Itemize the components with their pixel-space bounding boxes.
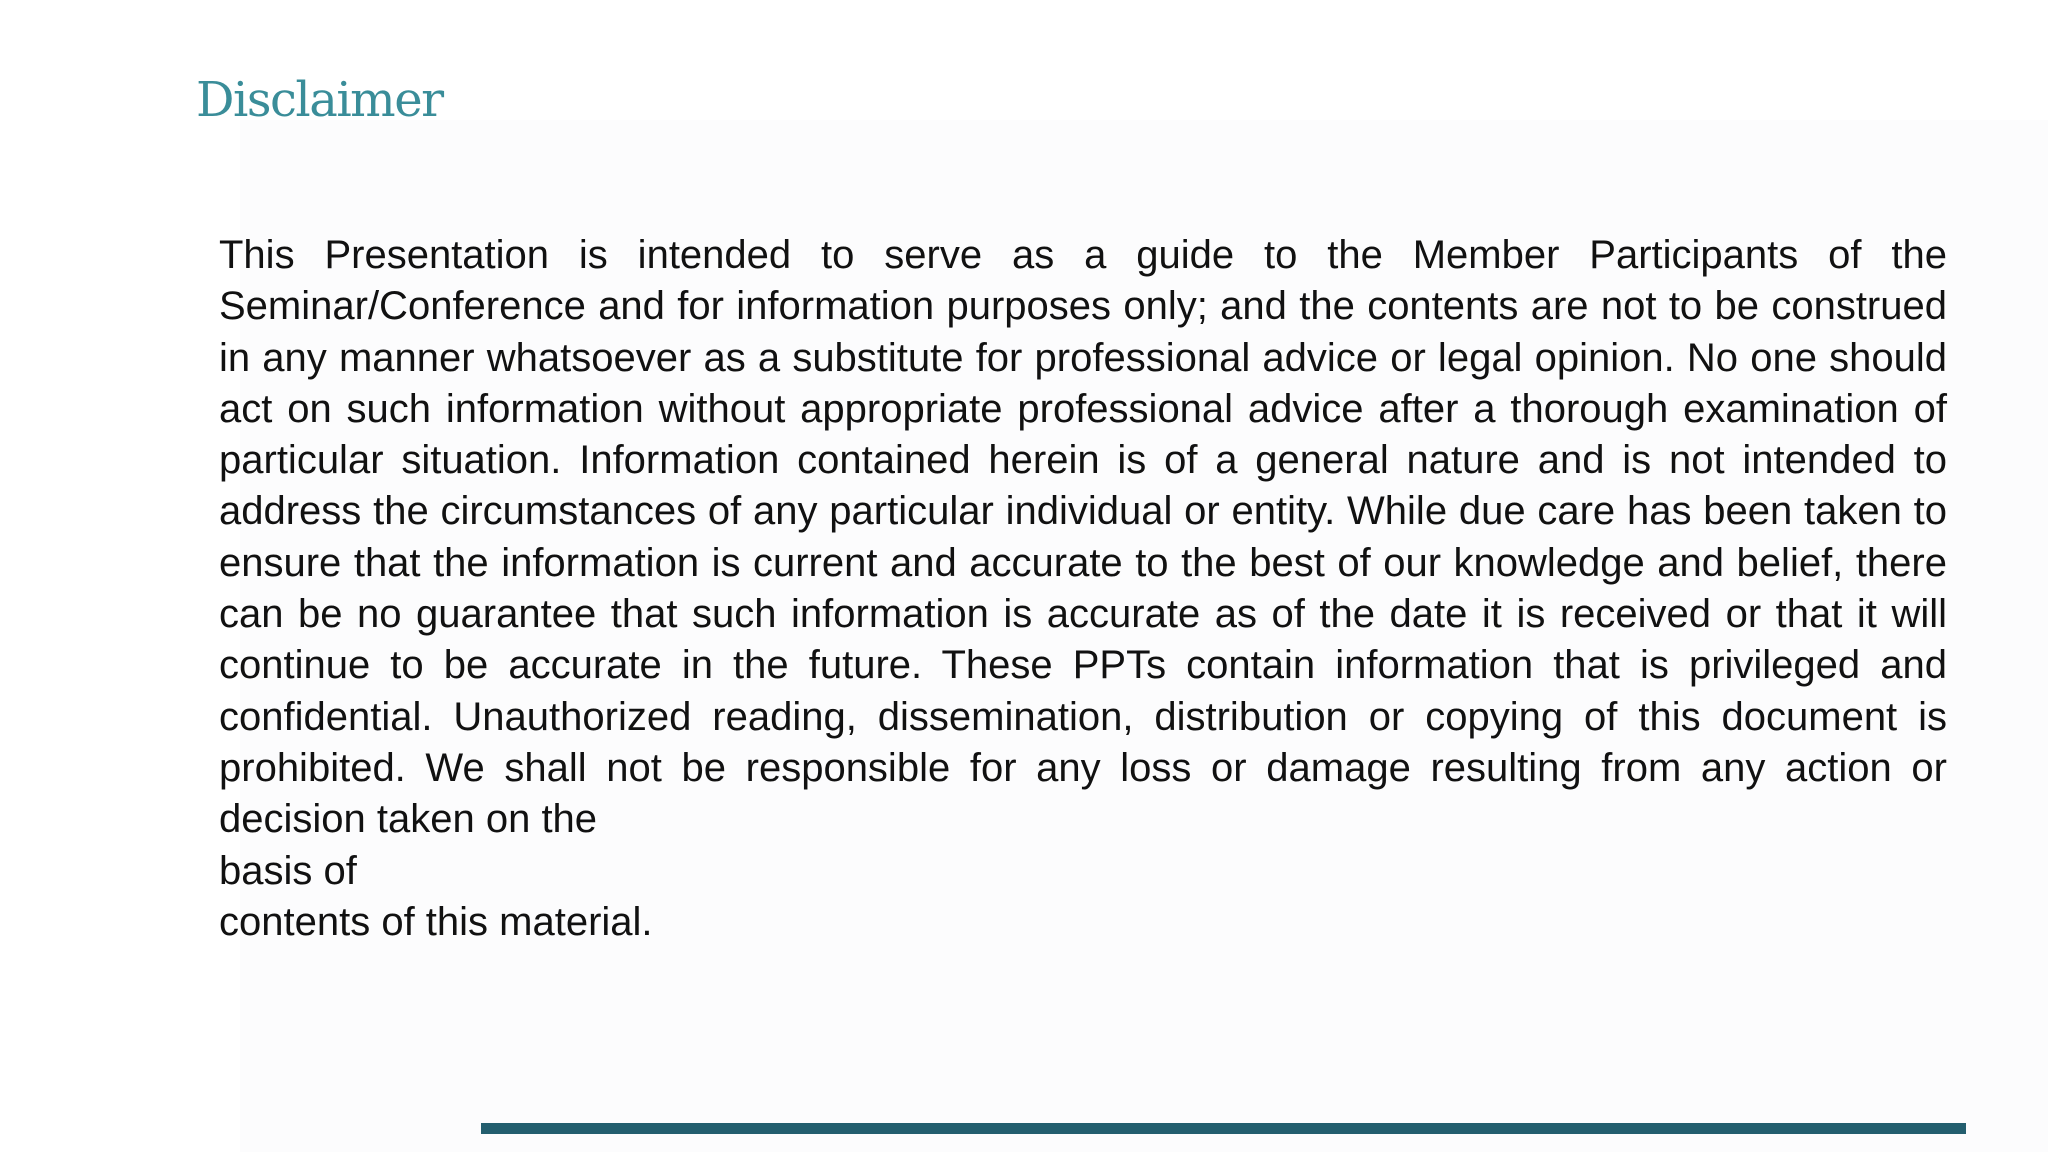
footer-accent-bar — [481, 1123, 1966, 1134]
disclaimer-tail-line-2: contents of this material. — [219, 899, 653, 944]
disclaimer-paragraph: This Presentation is intended to serve as a guide to the Member Participants of the Seminar/Conference and for information purposes only; and the contents are not to be construed in any manner whatsoever as a substitute for professional advice or legal opinion. No one should act on such information without appropriate professional advice after a thorough examination of particular situation. Information contained herein is of a general nature and is not intended to address the circumstances of any particular individual or entity. While due care has been taken to ensure that the information is current and accurate to the best of our knowledge and belief, there can be no guarantee that such information is accurate as of the date it is received or that it will continue to be accurate in the future. These PPTs contain information that is privileged and confidential. Unauthorized reading, dissemination, distribution or copying of this document is prohibited. We shall not be responsible for any loss or damage resulting from any action or decision taken on the — [219, 233, 1947, 842]
disclaimer-body — [219, 230, 1947, 948]
disclaimer-tail-line-1: basis of — [219, 848, 357, 893]
slide-title: Disclaimer — [196, 72, 443, 128]
